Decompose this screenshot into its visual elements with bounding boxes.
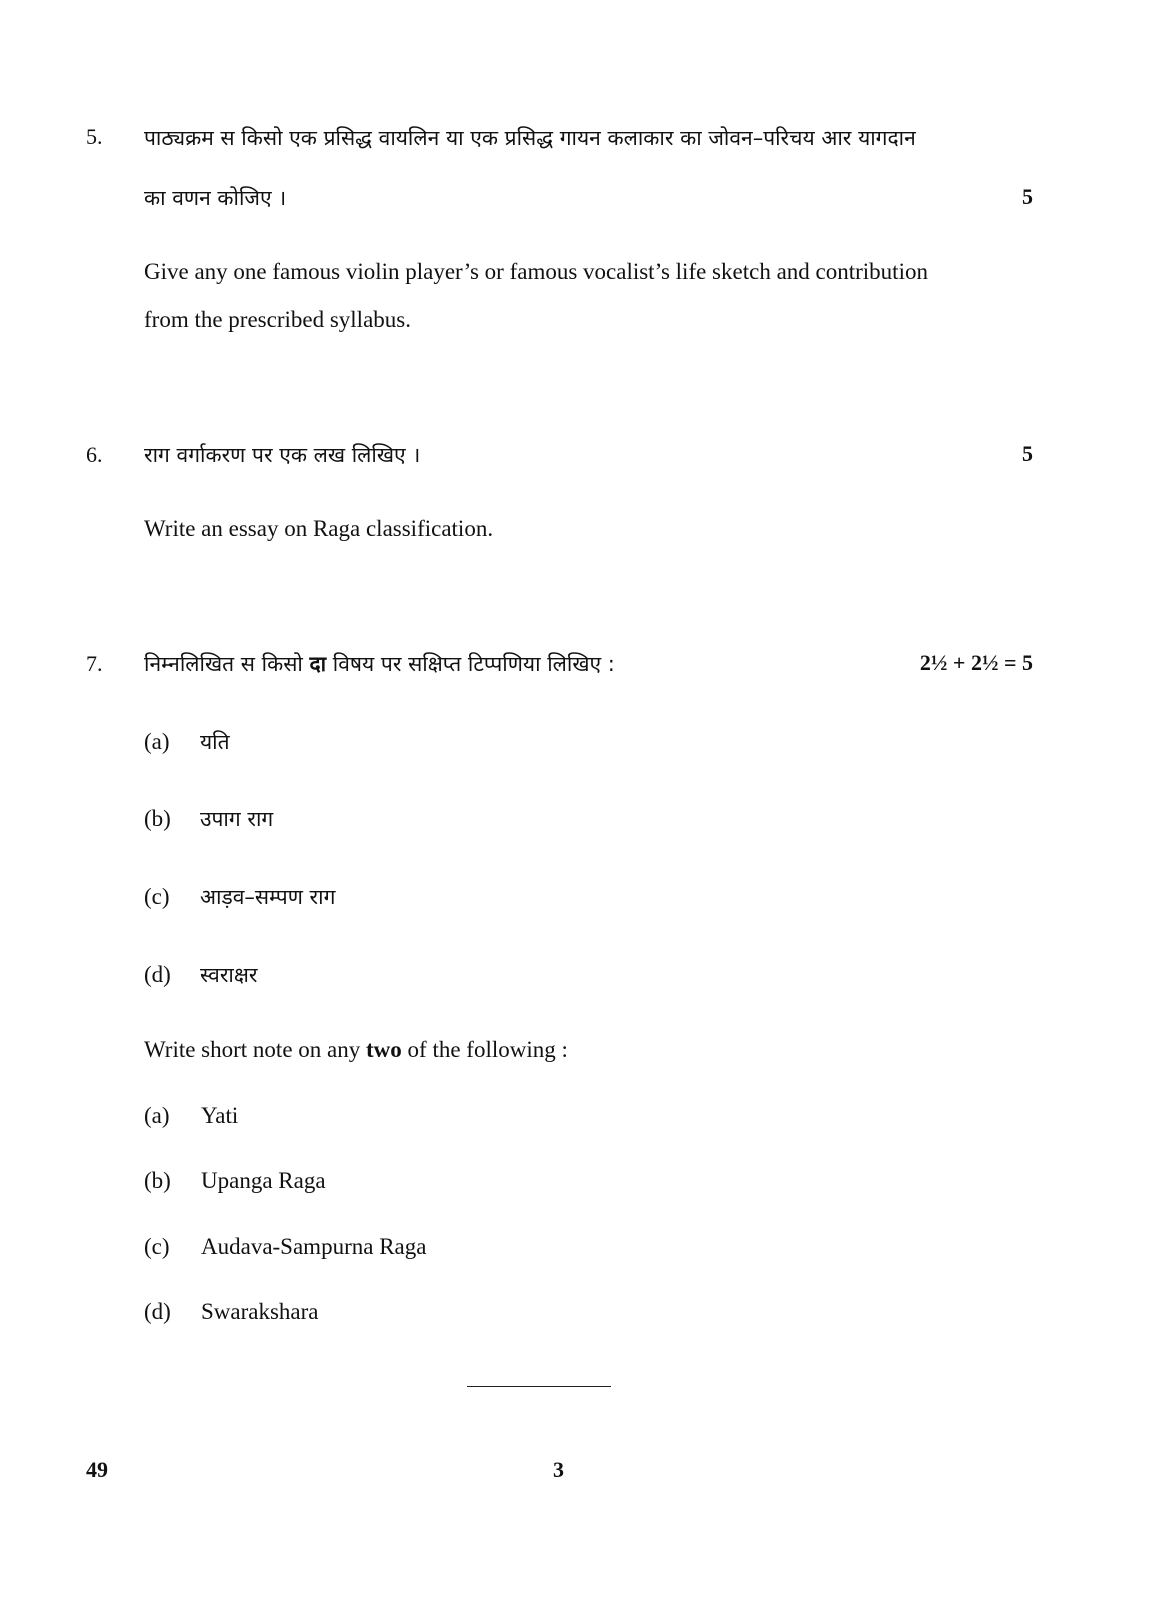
hindi-option-text: आड़व–सम्पण राग — [200, 885, 336, 909]
english-option-text: Yati — [201, 1103, 239, 1128]
question-7-marks: 2½ + 2½ = 5 — [919, 650, 1033, 675]
question-5-hindi-line2: का वणन कोजिए । — [144, 186, 287, 210]
hindi-option-label: (d) — [144, 962, 171, 987]
question-6-number: 6. — [86, 442, 103, 467]
end-of-page-rule — [467, 1386, 611, 1387]
hindi-option-text: यति — [200, 730, 230, 754]
english-option-label: (b) — [144, 1168, 171, 1193]
english-option-label: (a) — [144, 1103, 170, 1128]
hindi-option-text: उपाग राग — [200, 807, 274, 831]
question-6-hindi: राग वर्गाकरण पर एक लख लिखिए । — [144, 443, 421, 467]
english-option-text: Swarakshara — [201, 1299, 319, 1324]
paper-code: 49 — [86, 1457, 108, 1482]
english-option-text: Audava-Sampurna Raga — [201, 1234, 427, 1259]
page-number: 3 — [553, 1457, 564, 1482]
question-7-hindi-emphasis: दा — [309, 652, 327, 676]
hindi-option-label: (b) — [144, 806, 171, 831]
english-option-text: Upanga Raga — [201, 1168, 326, 1193]
question-5-english-line1: Give any one famous violin player’s or famous vocalist’s life sketch and contribution — [144, 259, 928, 284]
hindi-option-label: (c) — [144, 884, 170, 909]
question-5-english-line2: from the prescribed syllabus. — [144, 307, 411, 332]
hindi-option-text: स्वराक्षर — [200, 963, 258, 987]
question-7-english-instruction: Write short note on any two of the following : — [144, 1037, 568, 1062]
question-6-english: Write an essay on Raga classification. — [144, 516, 494, 541]
english-option-label: (d) — [144, 1299, 171, 1324]
question-5-number: 5. — [86, 124, 103, 149]
question-7-english-emphasis: two — [366, 1037, 402, 1062]
question-7-hindi-instruction: निम्नलिखित स किसो दा विषय पर सक्षिप्त टिप्पणिया लिखिए : — [144, 652, 615, 676]
question-5-hindi-line1: पाठ्यक्रम स किसो एक प्रसिद्ध वायलिन या एक प्रसिद्ध गायन कलाकार का जोवन–परिचय आर यागदान — [144, 126, 916, 150]
english-option-label: (c) — [144, 1234, 170, 1259]
hindi-option-label: (a) — [144, 729, 170, 754]
question-7-number: 7. — [86, 651, 103, 676]
question-5-marks: 5 — [1022, 184, 1033, 209]
question-6-marks: 5 — [1022, 441, 1033, 466]
